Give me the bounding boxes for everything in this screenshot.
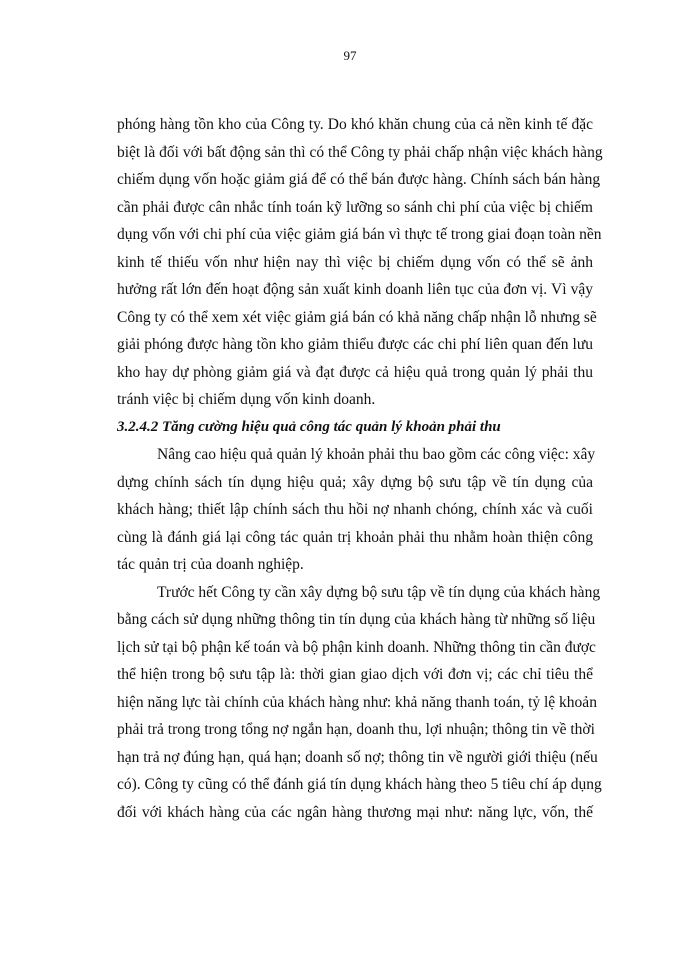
text-line: hạn trả nợ đúng hạn, quá hạn; doanh số nợ; thông tin về người giới thiệu (nếu [117, 748, 598, 766]
text-line: lịch sử tại bộ phận kế toán và bộ phận kinh doanh. Những thông tin cần được [117, 638, 596, 656]
text-line: dựng chính sách tín dụng hiệu quả; xây dựng bộ sưu tập về tín dụng của [117, 473, 593, 491]
text-line: cần phải được cân nhắc tính toán kỹ lưỡng so sánh chi phí của việc bị chiếm [117, 198, 593, 216]
paragraph-receivables-overview [117, 441, 596, 579]
text-line: dụng vốn với chi phí của việc giảm giá bán vì thực tế trong giai đoạn toàn nền [117, 226, 602, 243]
text-line: phóng hàng tồn kho của Công ty. Do khó khăn chung của cả nền kinh tế đặc [117, 116, 593, 133]
text-line-last: tránh việc bị chiếm dụng vốn kinh doanh. [117, 391, 376, 408]
text-line: bằng cách sử dụng những thông tin tín dụng của khách hàng từ những số liệu [117, 611, 596, 628]
text-line: hiện năng lực tài chính của khách hàng như: khả năng thanh toán, tỷ lệ khoản [117, 693, 597, 711]
text-line: phải trả trong trong tổng nợ ngắn hạn, doanh thu, lợi nhuận; thông tin về thời [117, 721, 595, 738]
text-line: kinh tế thiếu vốn như hiện nay thì việc bị chiếm dụng vốn có thể sẽ ảnh [117, 253, 593, 271]
paragraph-inventory-release [117, 111, 603, 414]
text-line-last: tác quản trị của doanh nghiệp. [117, 556, 304, 573]
text-line-indented: Nâng cao hiệu quả quản lý khoản phải thu bao gồm các công việc: xây [157, 446, 596, 463]
text-line-indented: Trước hết Công ty cần xây dựng bộ sưu tập về tín dụng của khách hàng [157, 583, 601, 601]
text-line: thể hiện trong bộ sưu tập là: thời gian giao dịch với đơn vị; các chỉ tiêu thể [117, 666, 593, 683]
text-line: giải phóng được hàng tồn kho giảm thiểu được các chi phí liên quan đến lưu [117, 336, 593, 353]
document-body [117, 111, 603, 826]
text-line: Công ty có thể xem xét việc giảm giá bán có khả năng chấp nhận lỗ nhưng sẽ [117, 308, 597, 326]
page-number: 97 [343, 48, 357, 63]
text-line: biệt là đối với bất động sản thì có thể Công ty phải chấp nhận việc khách hàng [117, 143, 603, 161]
text-line: cùng là đánh giá lại công tác quản trị khoản phải thu nhằm hoàn thiện công [117, 528, 593, 546]
text-line: có). Công ty cũng có thể đánh giá tín dụng khách hàng theo 5 tiêu chí áp dụng [117, 776, 602, 793]
paragraph-credit-collection [117, 579, 602, 827]
text-line: hưởng rất lớn đến hoạt động sản xuất kinh doanh liên tục của đơn vị. Vì vậy [117, 281, 593, 298]
section-heading: 3.2.4.2 Tăng cường hiệu quả công tác quản lý khoản phải thu [117, 418, 501, 435]
text-line: khách hàng; thiết lập chính sách thu hồi nợ nhanh chóng, chính xác và cuối [117, 501, 593, 518]
text-line: kho hay dự phòng giảm giá và đạt được cả hiệu quả trong quản lý phải thu [117, 363, 593, 381]
text-line: chiếm dụng vốn hoặc giảm giá để có thể bán được hàng. Chính sách bán hàng [117, 171, 601, 188]
text-line: đối với khách hàng của các ngân hàng thương mại như: năng lực, vốn, thế [117, 803, 593, 821]
